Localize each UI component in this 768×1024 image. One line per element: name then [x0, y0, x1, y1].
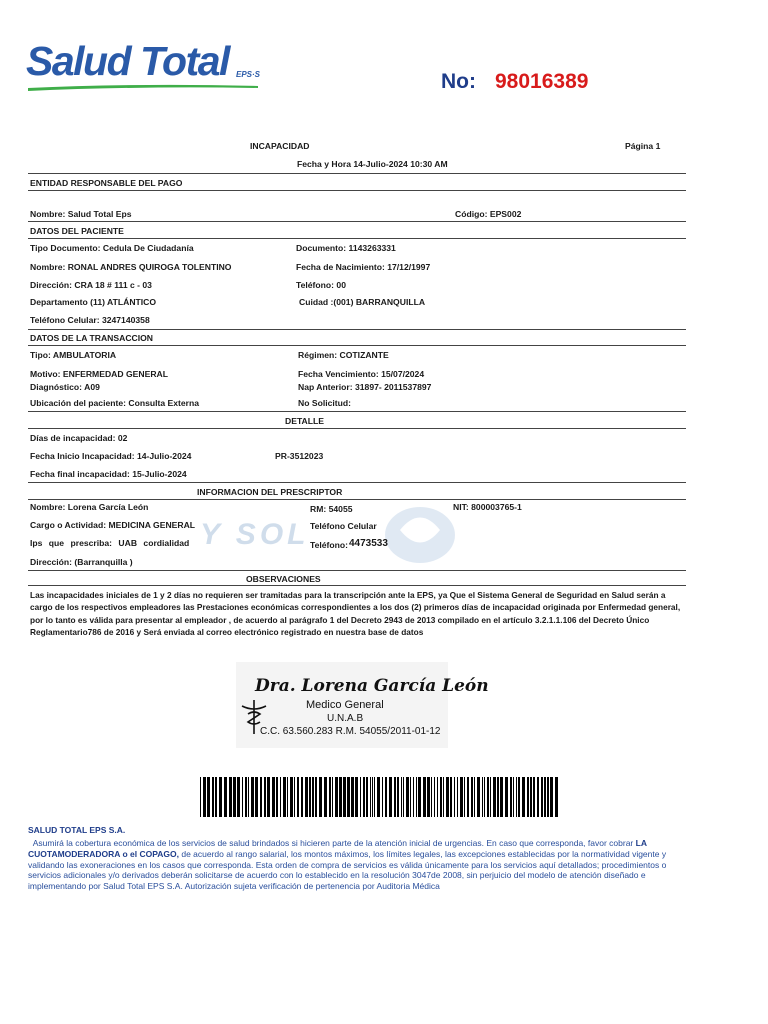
divider [28, 570, 686, 571]
section-entidad: ENTIDAD RESPONSABLE DEL PAGO [30, 178, 183, 188]
document-number: 98016389 [495, 70, 589, 93]
barcode-bar [406, 777, 409, 817]
divider [28, 238, 686, 239]
salud-total-logo: Salud Total [26, 38, 229, 84]
paciente-departamento: Departamento (11) ATLÁNTICO [30, 297, 157, 307]
divider [28, 411, 686, 412]
barcode-bar [547, 777, 549, 817]
barcode-bar [482, 777, 483, 817]
signature-title: Medico General [306, 699, 384, 711]
barcode-bar [329, 777, 331, 817]
detalle-final: Fecha final incapacidad: 15-Julio-2024 [30, 469, 187, 479]
barcode-bar [437, 777, 438, 817]
barcode-bar [272, 777, 275, 817]
barcode-bar [355, 777, 358, 817]
barcode-bar [309, 777, 311, 817]
signature-university: U.N.A.B [327, 713, 364, 724]
barcode-bar [500, 777, 503, 817]
transaccion-tipo: Tipo: AMBULATORIA [30, 350, 117, 360]
prescriptor-telefono: 4473533 [349, 538, 388, 549]
barcode-bar [370, 777, 371, 817]
barcode-bar [541, 777, 543, 817]
barcode-bar [207, 777, 210, 817]
barcode-bar [416, 777, 417, 817]
barcode-bar [544, 777, 546, 817]
barcode-bar [518, 777, 520, 817]
page-number: Página 1 [625, 141, 661, 151]
divider [28, 173, 686, 174]
barcode-bar [423, 777, 426, 817]
barcode-bar [297, 777, 299, 817]
transaccion-ubicacion: Ubicación del paciente: Consulta Externa [30, 398, 200, 408]
barcode-bar [382, 777, 383, 817]
paciente-tipo-documento: Tipo Documento: Cedula De Ciudadanía [30, 243, 194, 253]
barcode-bar [290, 777, 293, 817]
barcode-bar [360, 777, 361, 817]
transaccion-motivo: Motivo: ENFERMEDAD GENERAL [30, 369, 168, 379]
observaciones-text: Las incapacidades iniciales de 1 y 2 días no requieren ser tramitadas para la transcripción ante la EPS, ya Que el Sistema General de Seguridad en Salud serán a cargo de los respectivos empleadores las Prestaciones económicas correspondientes a los dos (2) primeros días de incapacidad originada por Enfermedad general, por lo tanto es válida para presentar al empleador , de acuerdo al parágrafo 1 del Decreto 2943 de 2013 compilado en el artículo 3.2.1.1.106 del Decreto Único Reglamentario786 de 2016 y Será enviada al correo electrónico registrado en nuestra base de datos [30, 590, 681, 638]
barcode-bar [245, 777, 247, 817]
barcode-bar [219, 777, 222, 817]
barcode-bar [276, 777, 278, 817]
footer-title: SALUD TOTAL EPS S.A. [28, 825, 126, 835]
divider [28, 585, 686, 586]
divider [28, 428, 686, 429]
barcode-bar [315, 777, 317, 817]
barcode-bar [212, 777, 214, 817]
prescriptor-nombre: Nombre: Lorena García León [30, 502, 149, 512]
barcode-bar [251, 777, 254, 817]
barcode-bar [403, 777, 404, 817]
barcode [200, 777, 562, 817]
transaccion-vencimiento: Fecha Vencimiento: 15/07/2024 [298, 369, 425, 379]
barcode-bar [450, 777, 452, 817]
barcode-bar [374, 777, 375, 817]
barcode-bar [248, 777, 249, 817]
barcode-bar [324, 777, 327, 817]
barcode-bar [305, 777, 308, 817]
barcode-bar [427, 777, 430, 817]
signature-registration: C.C. 63.560.283 R.M. 54055/2011-01-12 [260, 726, 441, 737]
barcode-bar [377, 777, 380, 817]
divider [28, 221, 686, 222]
issue-datetime: Fecha y Hora 14-Julio-2024 10:30 AM [297, 159, 448, 169]
barcode-bar [505, 777, 508, 817]
logo-swoosh-icon [28, 82, 258, 92]
barcode-bar [522, 777, 525, 817]
logo-tag: EPS·S [236, 70, 261, 79]
transaccion-solicitud: No Solicitud: [298, 398, 351, 408]
barcode-bar [351, 777, 354, 817]
section-transaccion: DATOS DE LA TRANSACCION [30, 333, 154, 343]
barcode-bar [464, 777, 465, 817]
paciente-ciudad: Cuidad :(001) BARRANQUILLA [299, 297, 426, 307]
barcode-bar [332, 777, 333, 817]
barcode-bar [401, 777, 402, 817]
barcode-bar [471, 777, 473, 817]
barcode-bar [527, 777, 529, 817]
entidad-codigo: Código: EPS002 [455, 209, 522, 219]
barcode-bar [413, 777, 414, 817]
detalle-pr: PR-3512023 [275, 451, 324, 461]
prescriptor-direccion: Dirección: (Barranquilla ) [30, 557, 133, 567]
prescriptor-cargo: Cargo o Actividad: MEDICINA GENERAL [30, 520, 196, 530]
barcode-bar [397, 777, 399, 817]
barcode-bar [260, 777, 262, 817]
barcode-bar [410, 777, 411, 817]
barcode-bar [319, 777, 322, 817]
barcode-bar [440, 777, 442, 817]
transaccion-regimen: Régimen: COTIZANTE [298, 350, 389, 360]
paciente-direccion: Dirección: CRA 18 # 111 c - 03 [30, 280, 152, 290]
footer-text-bold: LA CUOTAMODERADORA o el COPAGO, [28, 838, 647, 859]
prescriptor-ips: Ips que prescriba: UAB cordialidad [30, 538, 190, 548]
barcode-bar [339, 777, 342, 817]
barcode-bar [389, 777, 392, 817]
barcode-bar [335, 777, 338, 817]
barcode-bar [484, 777, 485, 817]
transaccion-nap: Nap Anterior: 31897- 2011537897 [298, 382, 432, 392]
barcode-bar [510, 777, 512, 817]
barcode-bar [363, 777, 365, 817]
prescriptor-rm: RM: 54055 [310, 504, 353, 514]
barcode-bar [203, 777, 206, 817]
barcode-bar [431, 777, 432, 817]
barcode-bar [537, 777, 539, 817]
paciente-documento: Documento: 1143263331 [296, 243, 396, 253]
signature-name: Dra. Lorena García León [255, 676, 489, 696]
section-paciente: DATOS DEL PACIENTE [30, 226, 124, 236]
divider [28, 190, 686, 191]
footer-text-pre: Asumirá la cobertura económica de los servicios de salud brindados si hicieren parte de la atención inicial de urgencias. En caso que corresponda, favor cobrar [32, 838, 634, 848]
barcode-bar [233, 777, 236, 817]
detalle-inicio: Fecha Inicio Incapacidad: 14-Julio-2024 [30, 451, 192, 461]
barcode-bar [487, 777, 489, 817]
footer-text-post: de acuerdo al rango salarial, los montos máximos, los límites legales, las excepciones establecidas por la normatividad vigente y validando las exoneraciones en los casos que corresponda. Esta orden de compra de servicios es válida únicamente para los servicios aquí detallados; procedimientos o servicios adicionales y/o derivados deberán solicitarse de acuerdo con lo establecido en la resolución 3047de 2008, sin perjuicio del modelo de atención diseñado e implementando por Salud Total EPS S.A. Autorización sujeta verificación de pertenencia por Auditoria Médica [28, 848, 667, 892]
detalle-dias: Días de incapacidad: 02 [30, 433, 128, 443]
barcode-bar [446, 777, 449, 817]
barcode-bar [385, 777, 387, 817]
barcode-bar [229, 777, 232, 817]
barcode-bar [460, 777, 463, 817]
barcode-bar [443, 777, 444, 817]
barcode-bar [255, 777, 258, 817]
barcode-bar [294, 777, 295, 817]
divider [28, 345, 686, 346]
barcode-bar [215, 777, 217, 817]
barcode-bar [301, 777, 303, 817]
barcode-bar [516, 777, 517, 817]
barcode-bar [497, 777, 499, 817]
barcode-bar [490, 777, 491, 817]
barcode-bar [550, 777, 553, 817]
barcode-bar [280, 777, 281, 817]
paciente-celular: Teléfono Celular: 3247140358 [30, 315, 150, 325]
document-number-label: No: [441, 70, 476, 93]
barcode-bar [347, 777, 350, 817]
document-title: INCAPACIDAD [250, 141, 310, 151]
barcode-bar [418, 777, 421, 817]
section-prescriptor: INFORMACION DEL PRESCRIPTOR [197, 487, 343, 497]
barcode-bar [474, 777, 475, 817]
transaccion-diagnostico: Diagnóstico: A09 [30, 382, 100, 392]
paciente-nombre: Nombre: RONAL ANDRES QUIROGA TOLENTINO [30, 262, 232, 272]
barcode-bar [242, 777, 243, 817]
barcode-bar [454, 777, 455, 817]
barcode-bar [267, 777, 270, 817]
section-observaciones: OBSERVACIONES [246, 574, 321, 584]
barcode-bar [394, 777, 396, 817]
barcode-bar [493, 777, 496, 817]
barcode-bar [555, 777, 558, 817]
barcode-bar [434, 777, 435, 817]
barcode-bar [343, 777, 346, 817]
barcode-bar [467, 777, 469, 817]
divider [28, 482, 686, 483]
barcode-bar [312, 777, 314, 817]
prescriptor-telefono-celular: Teléfono Celular [310, 521, 377, 531]
barcode-bar [200, 777, 201, 817]
paciente-nacimiento: Fecha de Nacimiento: 17/12/1997 [296, 262, 431, 272]
barcode-bar [287, 777, 288, 817]
barcode-bar [264, 777, 266, 817]
barcode-bar [530, 777, 532, 817]
watermark-text: Y SOL [200, 518, 310, 551]
divider [28, 329, 686, 330]
barcode-bar [457, 777, 458, 817]
footer-text [28, 838, 696, 892]
barcode-bar [283, 777, 286, 817]
barcode-bar [237, 777, 240, 817]
barcode-bar [477, 777, 480, 817]
section-detalle: DETALLE [285, 416, 324, 426]
barcode-bar [372, 777, 373, 817]
barcode-bar [513, 777, 514, 817]
entidad-nombre: Nombre: Salud Total Eps [30, 209, 132, 219]
prescriptor-telefono-label: Teléfono: [310, 540, 349, 550]
barcode-bar [533, 777, 535, 817]
paciente-telefono: Teléfono: 00 [296, 280, 346, 290]
prescriptor-nit: NIT: 800003765-1 [453, 502, 522, 512]
barcode-bar [224, 777, 227, 817]
barcode-bar [366, 777, 368, 817]
